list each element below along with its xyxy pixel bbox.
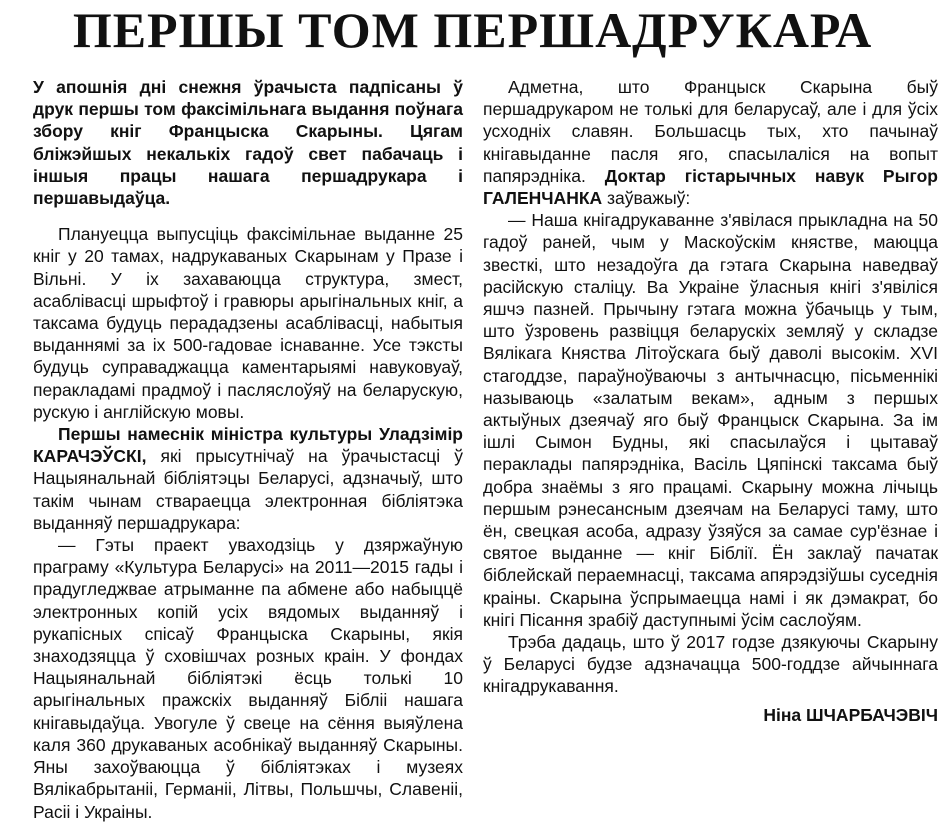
paragraph-significance xyxy=(483,76,938,209)
minister-name: Першы намеснік міністра культуры Уладзімір КАРАЧЭЎСКІ, xyxy=(33,424,463,467)
author-last-name: ШЧАРБАЧЭВІЧ xyxy=(806,704,938,725)
article-headline: ПЕРШЫ ТОМ ПЕРШАДРУКАРА xyxy=(72,2,873,58)
text-column-left xyxy=(33,76,463,823)
significance-text: Адметна, што Францыск Скарына быў першадрукаром не толькі для беларусаў, але і для ўсіх усходніх славян. Большасць тых, хто пачынаў кнігавыданне пасля яго, спасылаліся на вопыт папярэдніка. xyxy=(483,77,938,186)
paragraph-quote-historian: — Наша кнігадрукаванне з'явілася прыкладна на 50 гадоў раней, чым у Маскоўскім княстве, маюцца звесткі, што незадоўга да гэтага Скарына наведваў расійскую сталіцу. Ва Украіне ўласныя кнігі з'явіліся яшчэ пазней. Прычыну гэтага можна ўбачыць у тым, што ўзровень развіцця беларускіх земляў у складзе Вялікага Княства Літоўскага быў даволі высокім. XVI стагоддзе, параўноўваючы з антычнасцю, пісьменнікі называюць «залатым векам», адным з першых актыўных дзеячаў яго быў Францыск Скарына. За ім ішлі Сымон Будны, які спасылаўся і цытаваў пераклады папярэдніка, Васіль Цяпінскі таксама быў добра знаёмы з яго працамі. Скарыну можна лічыць першым рэнесансным дзеячам на Беларусі таму, што ён, свецкая асоба, адразу ўзяўся за самае сур'ёзнае і святое выданне — кніг Біблії. Ён заклаў пачатак біблейскай пераемнасці, таксама апярэдзіўшы суседнія краіны. Скарына ўспрымаецца намі і як дэмакрат, бо кнігі Пісання зрабіў даступнымі ўсім саслоўям. xyxy=(483,210,938,630)
text-column-right xyxy=(483,76,938,726)
author-signature xyxy=(483,704,938,726)
paragraph-quote-minister: — Гэты праект уваходзіць у дзяржаўную праграму «Культура Беларусі» на 2011—2015 гады і прадугледжвае атрыманне па абмене або набыццё электронных копій усіх вядомых выданняў і рукапісных спісаў Францыска Скарыны, якія знаходзяцца ў сховішчах розных краін. У фондах Нацыянальнай бібліятэкі ёсць толькі 10 арыгінальных пражскіх выданняў Бібліі нашага кнігавыдаўца. Увогуле ў свеце на сёння выяўлена каля 360 друкаваных асобнікаў выданняў Скарыны. Яны захоўваюцца ў бібліятэках і музеях Вялікабрытаніі, Германіі, Літвы, Польшчы, Славеніі, Расіі і Украіны. xyxy=(33,535,463,822)
historian-name: Доктар гістарычных навук Рыгор ГАЛЕНЧАНКА xyxy=(483,165,938,209)
article-lead: У апошнія дні снежня ўрачыста падпісаны ў друк першы том факсімільнага выдання поўнага збору кніг Францыска Скарыны. Цягам бліжэйшых некалькіх гадоў свет пабачаць і іншыя працы нашага першадрукара і першавыдаўца. xyxy=(33,77,463,209)
historian-intro: заўважыў: xyxy=(602,188,691,209)
author-first-name: Ніна xyxy=(763,704,802,725)
paragraph-minister xyxy=(33,423,463,534)
paragraph-plans: Плануецца выпусціць факсімільнае выданне 25 кніг у 20 тамах, надрукаваных Скарынам у Празе і Вільні. У іх захаваюцца структура, змест, асаблівасці шрыфтоў і гравюры арыгінальных кніг, а таксама будуць перададзены асаблівасці, набытыя выданнямі за іх 500-гадовае існаванне. Усе тэксты будуць суправаджацца каментарыямі навуковуаў, перакладамі прадмоў і пасляслоўяў на беларускую, рускую і англійскую мовы. xyxy=(33,224,463,422)
paragraph-anniversary: Трэба дадаць, што ў 2017 годзе дзякуючы Скарыну ў Беларусі будзе адзначацца 500-годдзе айчыннага кнігадрукавання. xyxy=(483,632,938,697)
minister-statement: які прысутнічаў на ўрачыстасці ў Нацыянальнай бібліятэцы Беларусі, адзначыў, што такім чынам ствараецца электронная бібліятэка выданняў першадрукара: xyxy=(33,446,463,533)
